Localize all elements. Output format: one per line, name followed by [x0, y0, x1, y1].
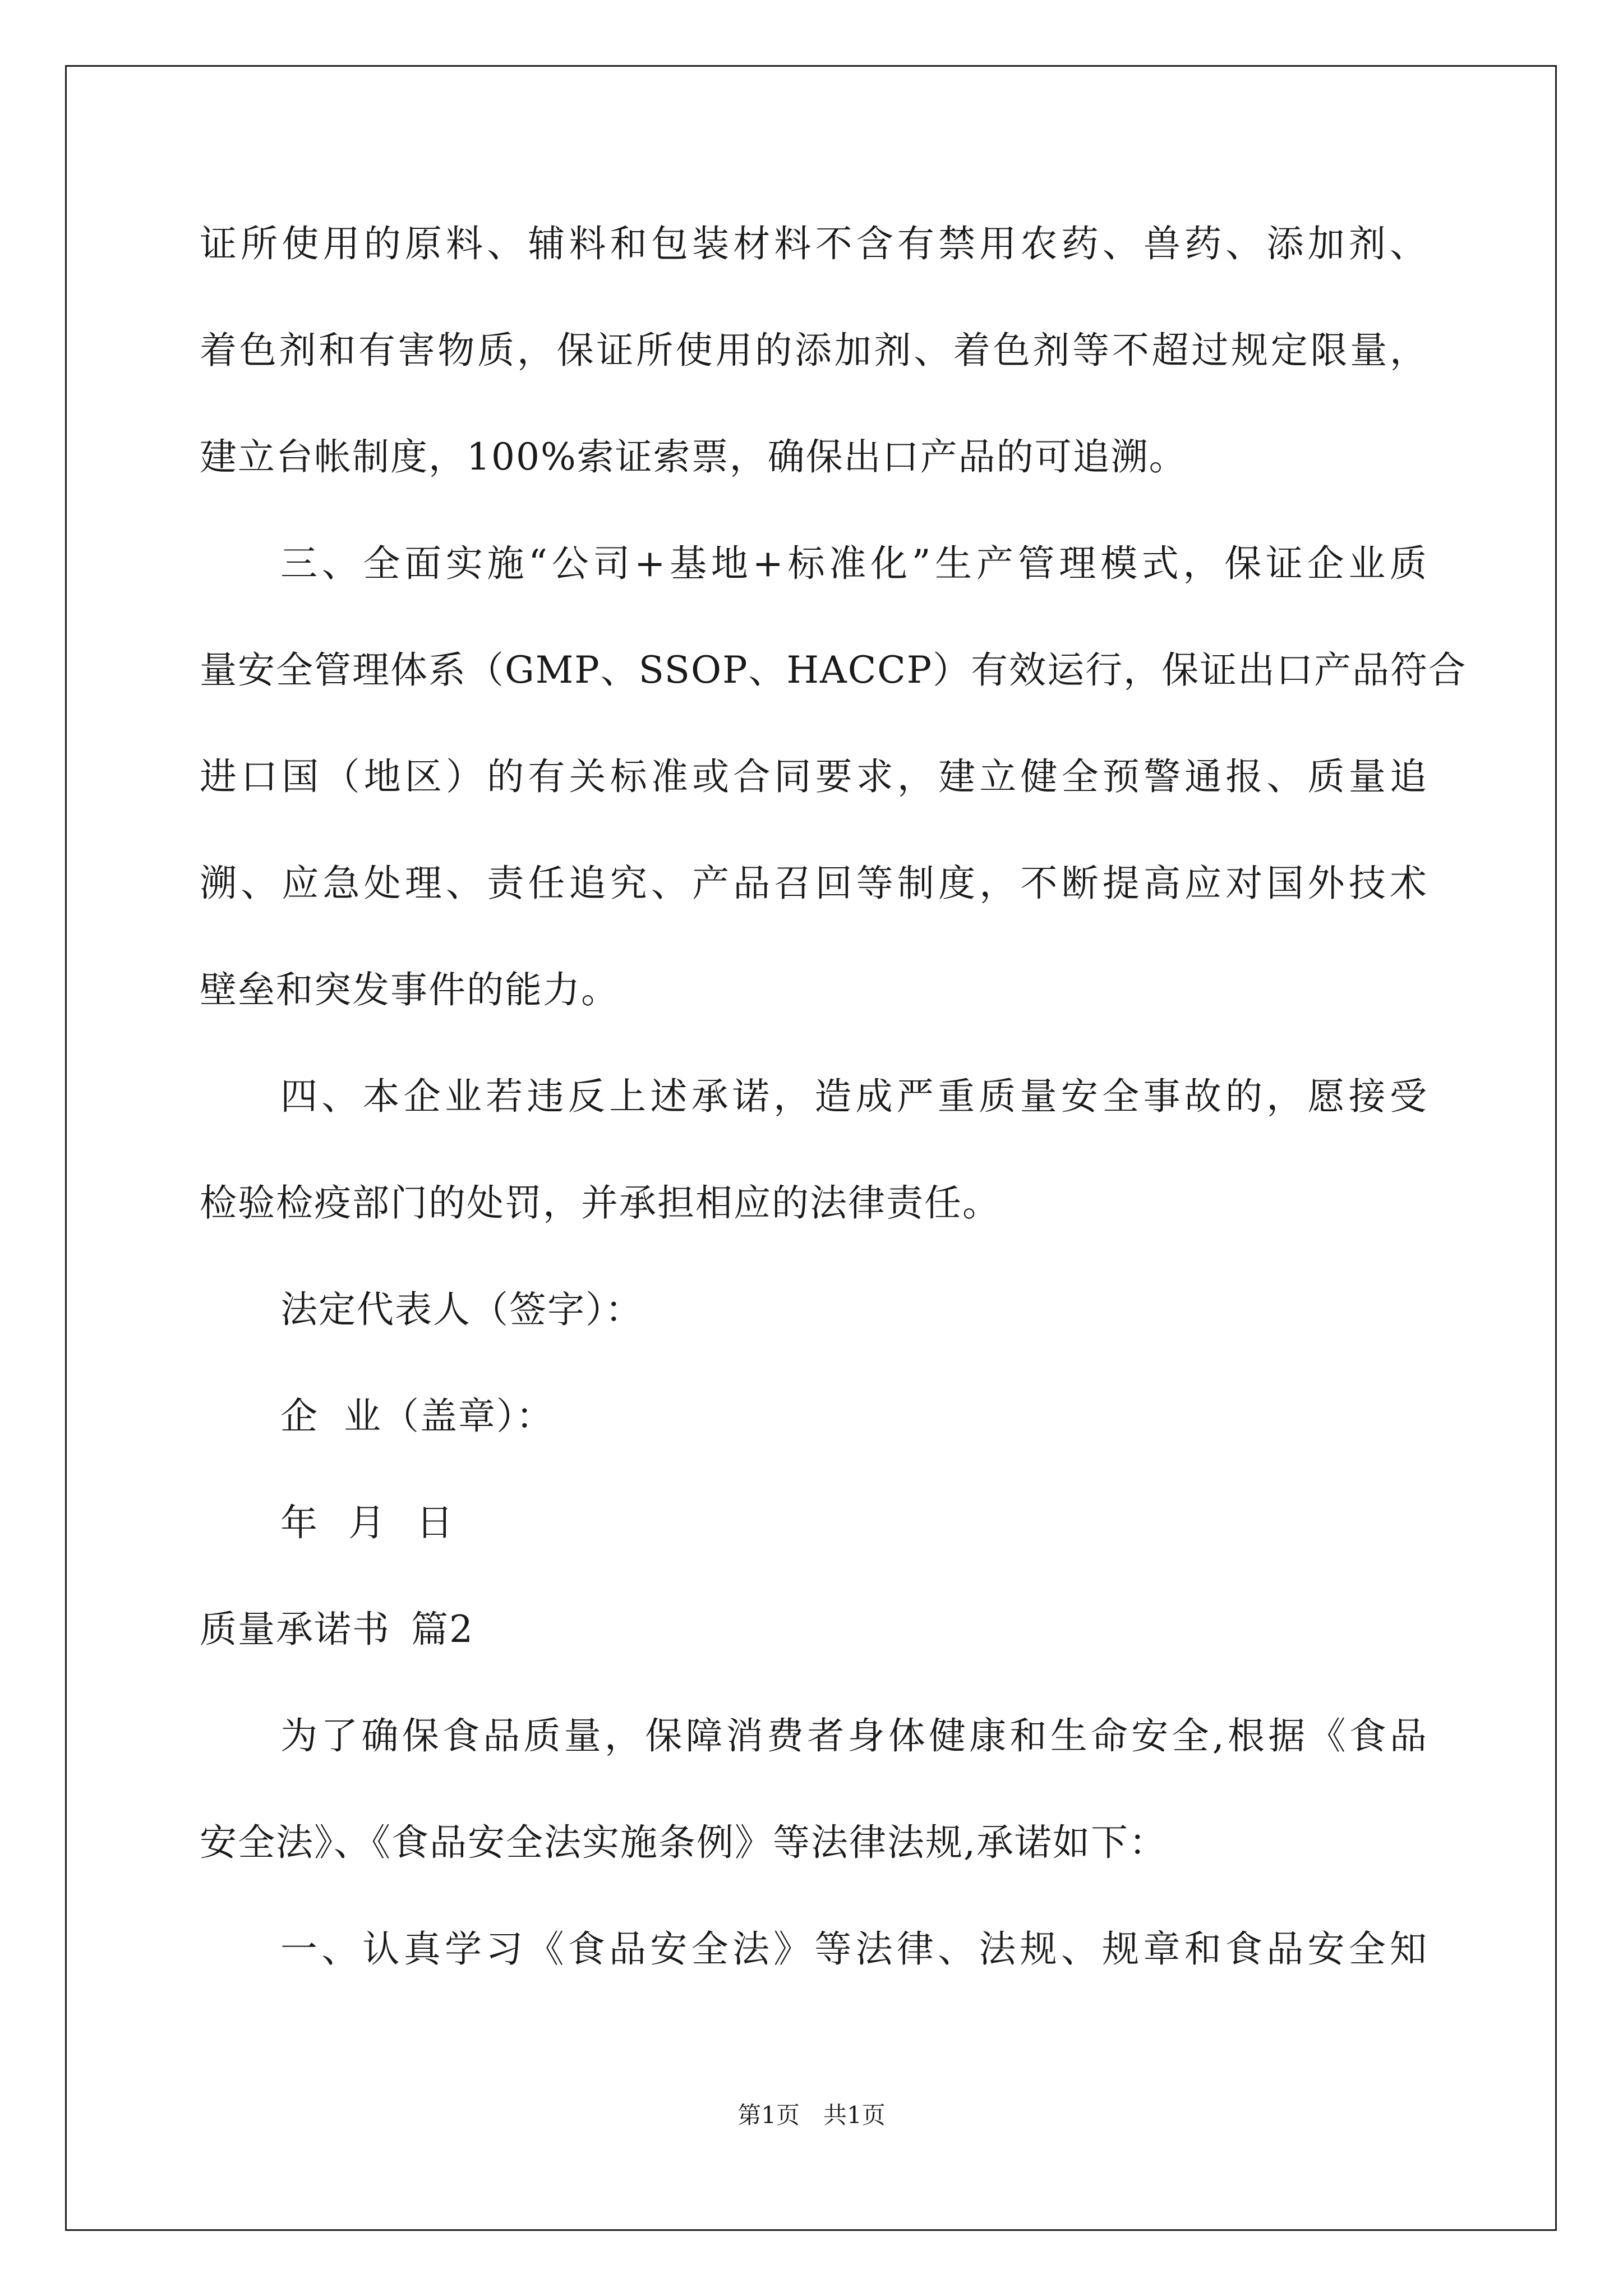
paragraph-line: 检验检疫部门的处罚，并承担相应的法律责任。: [200, 1181, 1000, 1225]
date-line: 年 月 日: [280, 1501, 454, 1544]
paragraph-line: 壁垒和突发事件的能力。: [200, 968, 619, 1011]
seal-line: 企 业（盖章）：: [280, 1395, 554, 1438]
page-number: 第1页 共1页: [737, 2101, 886, 2129]
document-body: [200, 191, 1467, 2003]
paragraph-line: 三、全面实施“公司+基地+标准化”生产管理模式，保证企业质: [280, 542, 1428, 585]
paragraph-line: 四、本企业若违反上述承诺，造成严重质量安全事故的，愿接受: [280, 1075, 1428, 1118]
paragraph-line: 安全法》、《食品安全法实施条例》等法律法规,承诺如下：: [200, 1821, 1167, 1864]
paragraph-line: 建立台帐制度，100%索证索票，确保出口产品的可追溯。: [200, 435, 1187, 478]
paragraph-line: 为了确保食品质量，保障消费者身体健康和生命安全,根据《食品: [280, 1714, 1428, 1757]
paragraph-line: 溯、应急处理、责任追究、产品召回等制度，不断提高应对国外技术: [200, 862, 1428, 905]
paragraph-line: 着色剂和有害物质，保证所使用的添加剂、着色剂等不超过规定限量，: [200, 329, 1428, 372]
paragraph-line: 证所使用的原料、辅料和包装材料不含有禁用农药、兽药、添加剂、: [200, 222, 1428, 265]
paragraph-line: 量安全管理体系（GMP、SSOP、HACCP）有效运行，保证出口产品符合: [200, 648, 1467, 692]
signature-line: 法定代表人（签字）：: [280, 1288, 643, 1331]
paragraph-line: 一、认真学习《食品安全法》等法律、法规、规章和食品安全知: [280, 1927, 1428, 1971]
paragraph-line: 进口国（地区）的有关标准或合同要求，建立健全预警通报、质量追: [200, 755, 1428, 798]
section-heading: 质量承诺书 篇2: [200, 1608, 474, 1651]
